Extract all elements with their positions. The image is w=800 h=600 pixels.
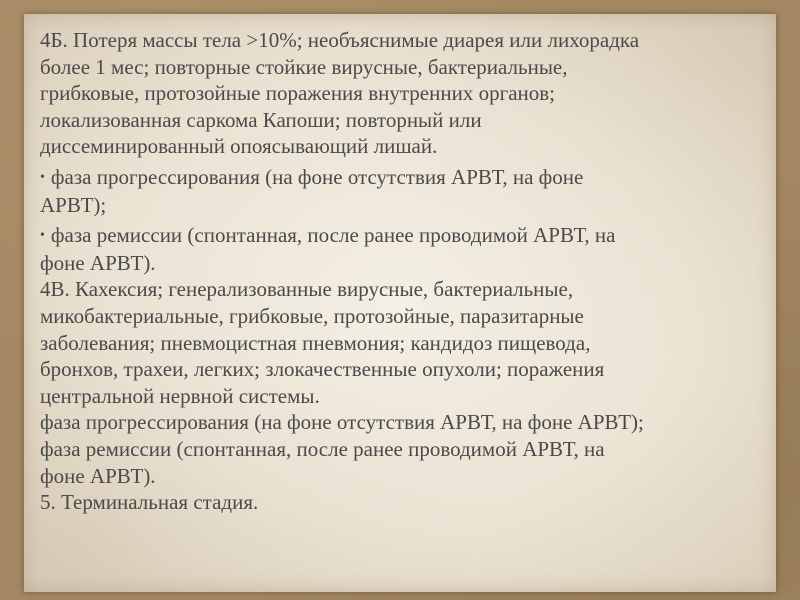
text-line: фаза прогрессирования (на фоне отсутствия АРВТ, на фоне АРВТ); xyxy=(40,410,644,435)
paragraph-4v xyxy=(40,276,765,515)
text-line: 4Б. Потеря массы тела >10%; необъяснимые диарея или лихорадка xyxy=(40,28,640,52)
text-line: локализованная саркома Капоши; повторный или xyxy=(40,107,482,132)
bullet-icon: • xyxy=(40,228,45,244)
text-line: более 1 мес; повторные стойкие вирусные, бактериальные, xyxy=(40,54,568,79)
text-line: 5. Терминальная стадия. xyxy=(40,490,259,515)
text-line: фоне АРВТ). xyxy=(40,250,156,275)
text-line: АРВТ); xyxy=(40,192,107,217)
bullet-line xyxy=(40,222,765,250)
text-line: бронхов, трахеи, легких; злокачественные опухоли; поражения xyxy=(40,357,605,382)
slide-text xyxy=(40,27,765,516)
text-line: заболевания; пневмоцистная пневмония; кандидоз пищевода, xyxy=(40,330,591,355)
text-line: фаза ремиссии (спонтанная, после ранее проводимой АРВТ, на xyxy=(40,436,605,461)
text-line: диссеминированный опоясывающий лишай. xyxy=(40,134,438,159)
paragraph-4b xyxy=(40,27,765,160)
bullet-icon: • xyxy=(40,169,45,185)
bullet-item-progression xyxy=(40,164,765,218)
text-line: грибковые, протозойные поражения внутренних органов; xyxy=(40,81,556,106)
bullet-item-remission xyxy=(40,222,765,276)
text-line: фоне АРВТ). xyxy=(40,463,156,488)
text-line: микобактериальные, грибковые, протозойные, паразитарные xyxy=(40,303,584,328)
bullet-line xyxy=(40,164,765,192)
text-line: центральной нервной системы. xyxy=(40,383,320,408)
text-line: фаза прогрессирования (на фоне отсутствия АРВТ, на фоне xyxy=(50,164,584,189)
text-line: фаза ремиссии (спонтанная, после ранее проводимой АРВТ, на xyxy=(50,223,616,248)
text-line: 4В. Кахексия; генерализованные вирусные, бактериальные, xyxy=(40,277,574,302)
